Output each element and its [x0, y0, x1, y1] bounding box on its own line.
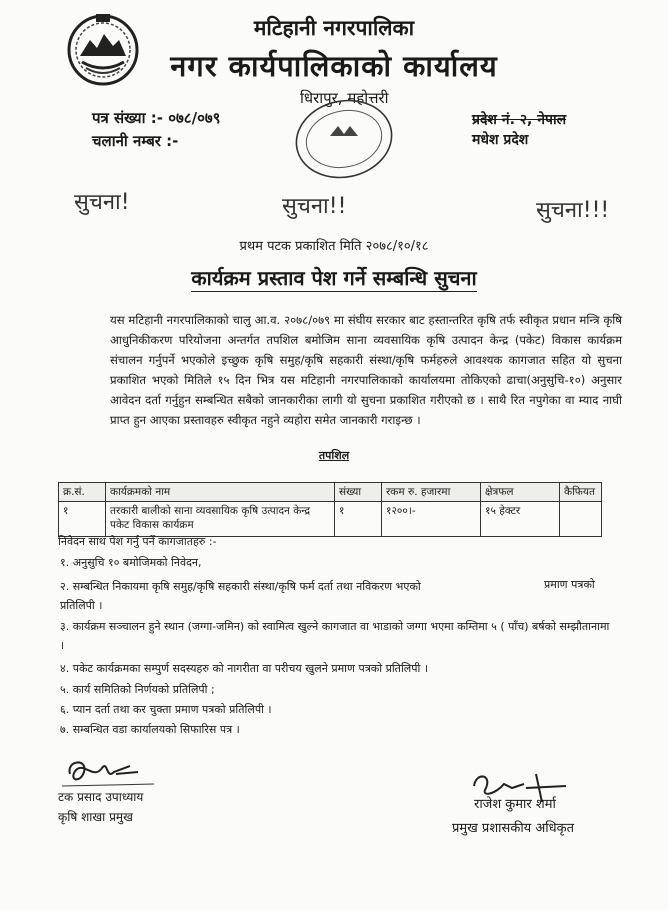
cell-remarks — [560, 502, 602, 537]
official-stamp — [290, 96, 398, 182]
table-title: तपशिल — [318, 449, 350, 462]
cell-amount: १२००।- — [382, 502, 481, 537]
notice-heading-3: सुचना!!! — [536, 198, 610, 223]
address-line-1: प्रदेश नं. २, नेपाल — [472, 112, 567, 128]
col-header-program-name: कार्यक्रमको नाम — [106, 483, 335, 502]
col-header-count: संख्या — [335, 483, 382, 502]
col-header-remarks: कैफियत — [560, 483, 602, 502]
notice-heading-2: सुचना!! — [282, 194, 347, 219]
signature-left — [58, 750, 158, 790]
office-location: धिरापुर, महोत्तरी — [300, 89, 389, 107]
office-title: नगर कार्यपालिकाको कार्यालय — [170, 49, 498, 83]
document-item-2-continuation: प्रमाण पत्रको — [544, 578, 595, 591]
required-documents-heading: निवेदन साथ पेश गर्नु पर्ने कागजातहरु :- — [58, 535, 217, 548]
document-item-3: ३. कार्यक्रम सञ्चालन हुने स्थान (जग्गा-जमिन) को स्वामित्व खुल्ने कागजात वा भाडाको जग्गा भएमा कम्तिमा ५ ( पाँच) बर्षको सम्झौतानामा । — [60, 620, 610, 652]
col-header-serial: क्र.सं. — [59, 483, 106, 502]
col-header-amount: रकम रु. हजारमा — [382, 483, 481, 502]
municipality-name: मटिहानी नगरपालिका — [253, 16, 415, 40]
cell-area: १५ हेक्टर — [481, 502, 560, 537]
document-item-4: ४. पकेट कार्यक्रमका सम्पुर्ण सदस्यहरु को नागरीता वा परीचय खुलने प्रमाण पत्रको प्रतिलिपी । — [60, 662, 429, 675]
col-header-area: क्षेत्रफल — [481, 483, 560, 502]
document-item-6: ६. प्यान दर्ता तथा कर चुक्ता प्रमाण पत्रको प्रतिलिपी । — [60, 703, 272, 716]
document-item-2: २. सम्बन्धित निकायमा कृषि समुह/कृषि सहकारी संस्था/कृषि फर्म दर्ता तथा नविकरण भएको प्रतिलिपी । — [60, 580, 421, 612]
address-line-2: मधेश प्रदेश — [472, 132, 529, 148]
signatory-left-name: टक प्रसाद उपाध्याय — [58, 790, 144, 804]
document-item-5: ५. कार्य समितिको निर्णयको प्रतिलिपी ; — [60, 683, 215, 696]
table-header-row — [59, 483, 602, 502]
table-row — [59, 502, 602, 537]
signatory-right-title: प्रमुख प्रशासकीय अधिकृत — [452, 821, 575, 836]
program-table — [58, 482, 602, 537]
notice-heading-1: सुचना! — [74, 190, 130, 215]
cell-count: १ — [335, 502, 382, 537]
cell-serial: १ — [59, 502, 106, 537]
notice-body: यस मटिहानी नगरपालिकाको चालु आ.व. २०७८/०७९ मा संघीय सरकार बाट हस्तान्तरित कृषि तर्फ स्वीकृत प्रधान मन्त्रि कृषि आधुनिकीकरण परियोजना अन्तर्गत तपशिल बमोजिम साना व्यवसायिक कृषि उत्पादन केन्द्र (पकेट) विकास कार्यक्रम संचालन गर्नुपर्ने भएकोले इच्छुक कृषि समुह/कृषि सहकारी संस्था/कृषि फर्महरुले आवश्यक कागजात सहित यो सुचना प्रकाशित भएको मितिले १५ दिन भित्र यस मटिहानी नगरपालिकाको कार्यालयमा तोकिएको ढाचा(अनुसुचि-१०) अनुसार आवेदन दर्ता गर्नुहुन सम्बन्धित सबैको जानकारीका लागी यो सुचना प्रकाशित गरीएको छ । साथै रित नपुगेका वा म्याद नाघी प्राप्त हुन आएका प्रस्तावहरु स्वीकृत नहुने व्यहोरा समेत जानकारी गराइन्छ । — [110, 313, 622, 427]
document-item-7: ७. सम्बन्धित वडा कार्यालयको सिफारिस पत्र । — [60, 723, 240, 736]
letter-number: पत्र संख्या :- ०७८/०७९ — [92, 109, 221, 127]
document-item-1: १. अनुसुचि १० बमोजिमको निवेदन, — [60, 556, 202, 569]
signatory-left-title: कृषि शाखा प्रमुख — [58, 810, 133, 824]
cell-program-name: तरकारी बालीको साना व्यवसायिक कृषि उत्पादन केन्द्र पकेट विकास कार्यक्रम — [106, 502, 335, 537]
notice-subject: कार्यक्रम प्रस्ताव पेश गर्ने सम्बन्धि सुचना — [191, 266, 477, 290]
signatory-right-name: राजेश कुमार शर्मा — [474, 797, 556, 812]
dispatch-number: चलानी नम्बर :- — [92, 132, 179, 150]
publication-date: प्रथम पटक प्रकाशित मिति २०७८/१०/१८ — [239, 239, 429, 254]
